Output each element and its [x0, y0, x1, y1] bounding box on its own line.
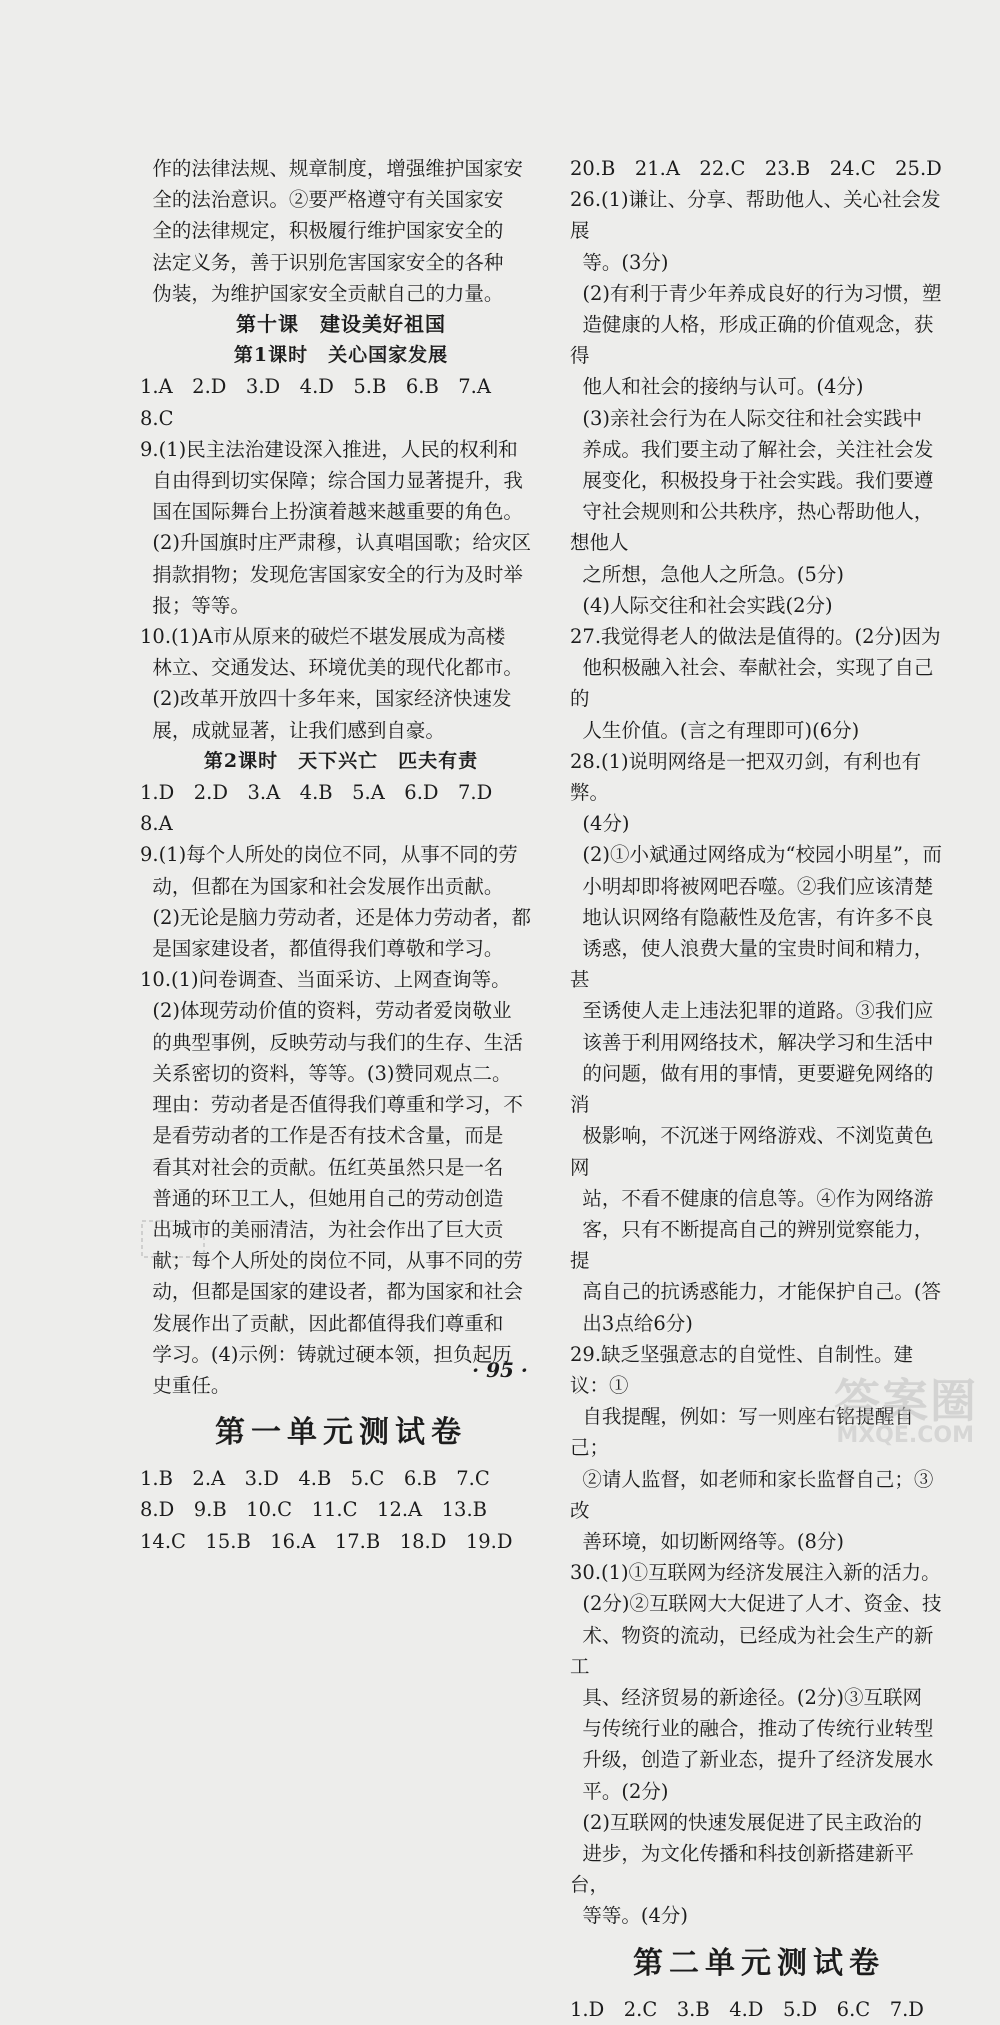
answer-line: 法定义务，善于识别危害国家安全的各种 [140, 250, 504, 274]
answer-line: 看其对社会的贡献。伍红英虽然只是一名 [140, 1155, 504, 1179]
answer-line: (2)无论是脑力劳动者，还是体力劳动者，都 [140, 905, 532, 929]
watermark [798, 1361, 988, 1461]
answer-line: 等。(3分) [570, 250, 669, 274]
answer-line: 他积极融入社会、奉献社会，实现了自己的 [570, 656, 934, 711]
page-number: · 95 · [472, 1358, 528, 1382]
answer-line: 至诱使人走上违法犯罪的道路。③我们应 [570, 999, 934, 1023]
answer-line: 10.(1)问卷调查、当面采访、上网查询等。 [140, 968, 511, 992]
answer-line: 高自己的抗诱惑能力，才能保护自己。(答 [570, 1280, 942, 1304]
answer-line: 极影响，不沉迷于网络游戏、不浏览黄色网 [570, 1124, 934, 1179]
answer-line: 学习。(4)示例：铸就过硬本领，担负起历 [140, 1342, 512, 1366]
answer-line: 关系密切的资料，等等。(3)赞同观点二。 [140, 1061, 512, 1085]
answer-line: 守社会规则和公共秩序，热心帮助他人，想他人 [570, 500, 934, 555]
answer-line: 作的法律法规、规章制度，增强维护国家安 [140, 157, 523, 180]
answer-line: 1.D 2.C 3.B 4.D 5.D 6.C 7.D [570, 1997, 924, 2021]
answer-line: 理由：劳动者是否值得我们尊重和学习，不 [140, 1093, 523, 1117]
answer-line: 1.D 2.D 3.A 4.B 5.A 6.D 7.D [140, 781, 493, 805]
answer-line: 9.(1)民主法治建设深入推进，人民的权利和 [140, 437, 518, 461]
watermark-text: 答案圈 [834, 1374, 978, 1428]
answer-line: (2)互联网的快速发展促进了民主政治的 [570, 1810, 923, 1834]
answer-line: 的问题，做有用的事情，更要避免网络的消 [570, 1061, 934, 1117]
watermark-url: MXQE.COM [836, 1423, 974, 1448]
answer-line: 诱惑，使人浪费大量的宝贵时间和精力，甚 [570, 937, 934, 992]
right-column [570, 153, 948, 2025]
answer-line: 站，不看不健康的信息等。④作为网络游 [570, 1186, 934, 1210]
answer-line: 造健康的人格，形成正确的价值观念，获得 [570, 313, 934, 368]
answer-line: (4分) [570, 812, 630, 836]
answer-line: 报；等等。 [140, 593, 250, 617]
answer-line: 出3点给6分) [570, 1311, 693, 1335]
answer-line: (2)①小斌通过网络成为“校园小明星”，而 [570, 843, 942, 867]
answer-line: 自我提醒，例如：写一则座右铭提醒自己； [570, 1405, 914, 1460]
answer-line: 自由得到切实保障；综合国力显著提升，我 [140, 469, 523, 493]
answer-line: 史重任。 [140, 1373, 231, 1397]
left-column [140, 153, 542, 1557]
answer-line: 8.D 9.B 10.C 11.C 12.A 13.B [140, 1498, 487, 1522]
answer-line: 出城市的美丽清洁，为社会作出了巨大贡 [140, 1217, 504, 1241]
answer-line: 9.(1)每个人所处的岗位不同，从事不同的劳 [140, 843, 518, 867]
answer-line: 等等。(4分) [570, 1904, 689, 1928]
answer-line: 小明却即将被网吧吞噬。②我们应该清楚 [570, 874, 934, 898]
period-heading: 第1课时 关心国家发展 [233, 344, 449, 367]
answer-line: 动，但都在为国家和社会发展作出贡献。 [140, 874, 504, 898]
answer-line: 该善于利用网络技术，解决学习和生活中 [570, 1030, 934, 1054]
answer-line: 20.B 21.A 22.C 23.B 24.C 25.D [570, 157, 942, 180]
answer-line: (3)亲社会行为在人际交往和社会实践中 [570, 406, 923, 430]
answer-line: 展变化，积极投身于社会实践。我们要遵 [570, 469, 934, 493]
answer-line: 伪装，为维护国家安全贡献自己的力量。 [140, 281, 504, 305]
answer-line: 升级，创造了新业态，提升了经济发展水 [570, 1748, 934, 1772]
lesson-heading: 第十课 建设美好祖国 [236, 312, 446, 337]
answer-line: 8.C [140, 406, 174, 430]
answer-line: 术、物资的流动，已经成为社会生产的新工 [570, 1623, 934, 1678]
answer-line: 之所想，急他人之所急。(5分) [570, 562, 845, 586]
answer-line: 27.我觉得老人的做法是值得的。(2分)因为 [570, 625, 941, 649]
answer-line: (2)体现劳动价值的资料，劳动者爱岗敬业 [140, 999, 512, 1023]
answer-line: ②请人监督，如老师和家长监督自己；③改 [570, 1467, 934, 1522]
period-heading: 第2课时 天下兴亡 匹夫有责 [203, 749, 479, 772]
answer-line: 捐款捐物；发现危害国家安全的行为及时举 [140, 562, 523, 586]
answer-line: (2)改革开放四十多年来，国家经济快速发 [140, 687, 512, 711]
answer-line: (4)人际交往和社会实践(2分) [570, 593, 833, 617]
answer-line: 是国家建设者，都值得我们尊敬和学习。 [140, 937, 504, 961]
answer-line: (2)升国旗时庄严肃穆，认真唱国歌；给灾区 [140, 531, 532, 555]
answer-line: 展，成就显著，让我们感到自豪。 [140, 718, 445, 742]
answer-line: 养成。我们要主动了解社会，关注社会发 [570, 437, 934, 461]
answer-line: 具、经济贸易的新途径。(2分)③互联网 [570, 1685, 923, 1709]
answer-line: 全的法律规定，积极履行维护国家安全的 [140, 219, 504, 243]
answer-line: 1.B 2.A 3.D 4.B 5.C 6.B 7.C [140, 1467, 490, 1491]
answer-line: 30.(1)①互联网为经济发展注入新的活力。 [570, 1561, 941, 1585]
answer-line: 献；每个人所处的岗位不同，从事不同的劳 [140, 1249, 523, 1273]
unit-test-heading: 第二单元测试卷 [633, 1945, 885, 1981]
answer-line: 客，只有不断提高自己的辨别觉察能力，提 [570, 1217, 934, 1273]
answer-line: 发展作出了贡献，因此都值得我们尊重和 [140, 1311, 504, 1335]
answer-line: (2)有利于青少年养成良好的行为习惯，塑 [570, 281, 942, 305]
faded-stamp-icon [138, 1215, 208, 1263]
answer-line: 动，但都是国家的建设者，都为国家和社会 [140, 1280, 523, 1304]
answer-line: 林立、交通发达、环境优美的现代化都市。 [140, 656, 523, 680]
answer-line: 人生价值。(言之有理即可)(6分) [570, 718, 860, 742]
answer-line: 他人和社会的接纳与认可。(4分) [570, 375, 864, 399]
answer-line: (2分)②互联网大大促进了人才、资金、技 [570, 1592, 942, 1616]
answer-line: 28.(1)说明网络是一把双刃剑，有利也有弊。 [570, 749, 922, 805]
answer-line: 全的法治意识。②要严格遵守有关国家安 [140, 188, 504, 212]
answer-line: 8.A [140, 812, 173, 836]
answer-line: 国在国际舞台上扮演着越来越重要的角色。 [140, 500, 523, 524]
answer-line: 29.缺乏坚强意志的自觉性、自制性。建议：① [570, 1342, 914, 1397]
answer-line: 地认识网络有隐蔽性及危害，有许多不良 [570, 905, 934, 929]
answer-line: 1.A 2.D 3.D 4.D 5.B 6.B 7.A [140, 375, 491, 399]
answer-line: 平。(2分) [570, 1779, 669, 1803]
answer-line: 10.(1)A市从原来的破烂不堪发展成为高楼 [140, 625, 506, 649]
answer-line: 是看劳动者的工作是否有技术含量，而是 [140, 1124, 504, 1148]
answer-line: 普通的环卫工人，但她用自己的劳动创造 [140, 1186, 504, 1210]
answer-line: 的典型事例，反映劳动与我们的生存、生活 [140, 1030, 523, 1054]
answer-line: 进步，为文化传播和科技创新搭建新平台， [570, 1841, 914, 1897]
answer-line: 14.C 15.B 16.A 17.B 18.D 19.D [140, 1529, 513, 1553]
unit-test-heading: 第一单元测试卷 [215, 1415, 467, 1451]
answer-line: 26.(1)谦让、分享、帮助他人、关心社会发展 [570, 188, 941, 243]
answer-line: 善环境，如切断网络等。(8分) [570, 1529, 845, 1553]
answer-line: 与传统行业的融合，推动了传统行业转型 [570, 1717, 934, 1741]
